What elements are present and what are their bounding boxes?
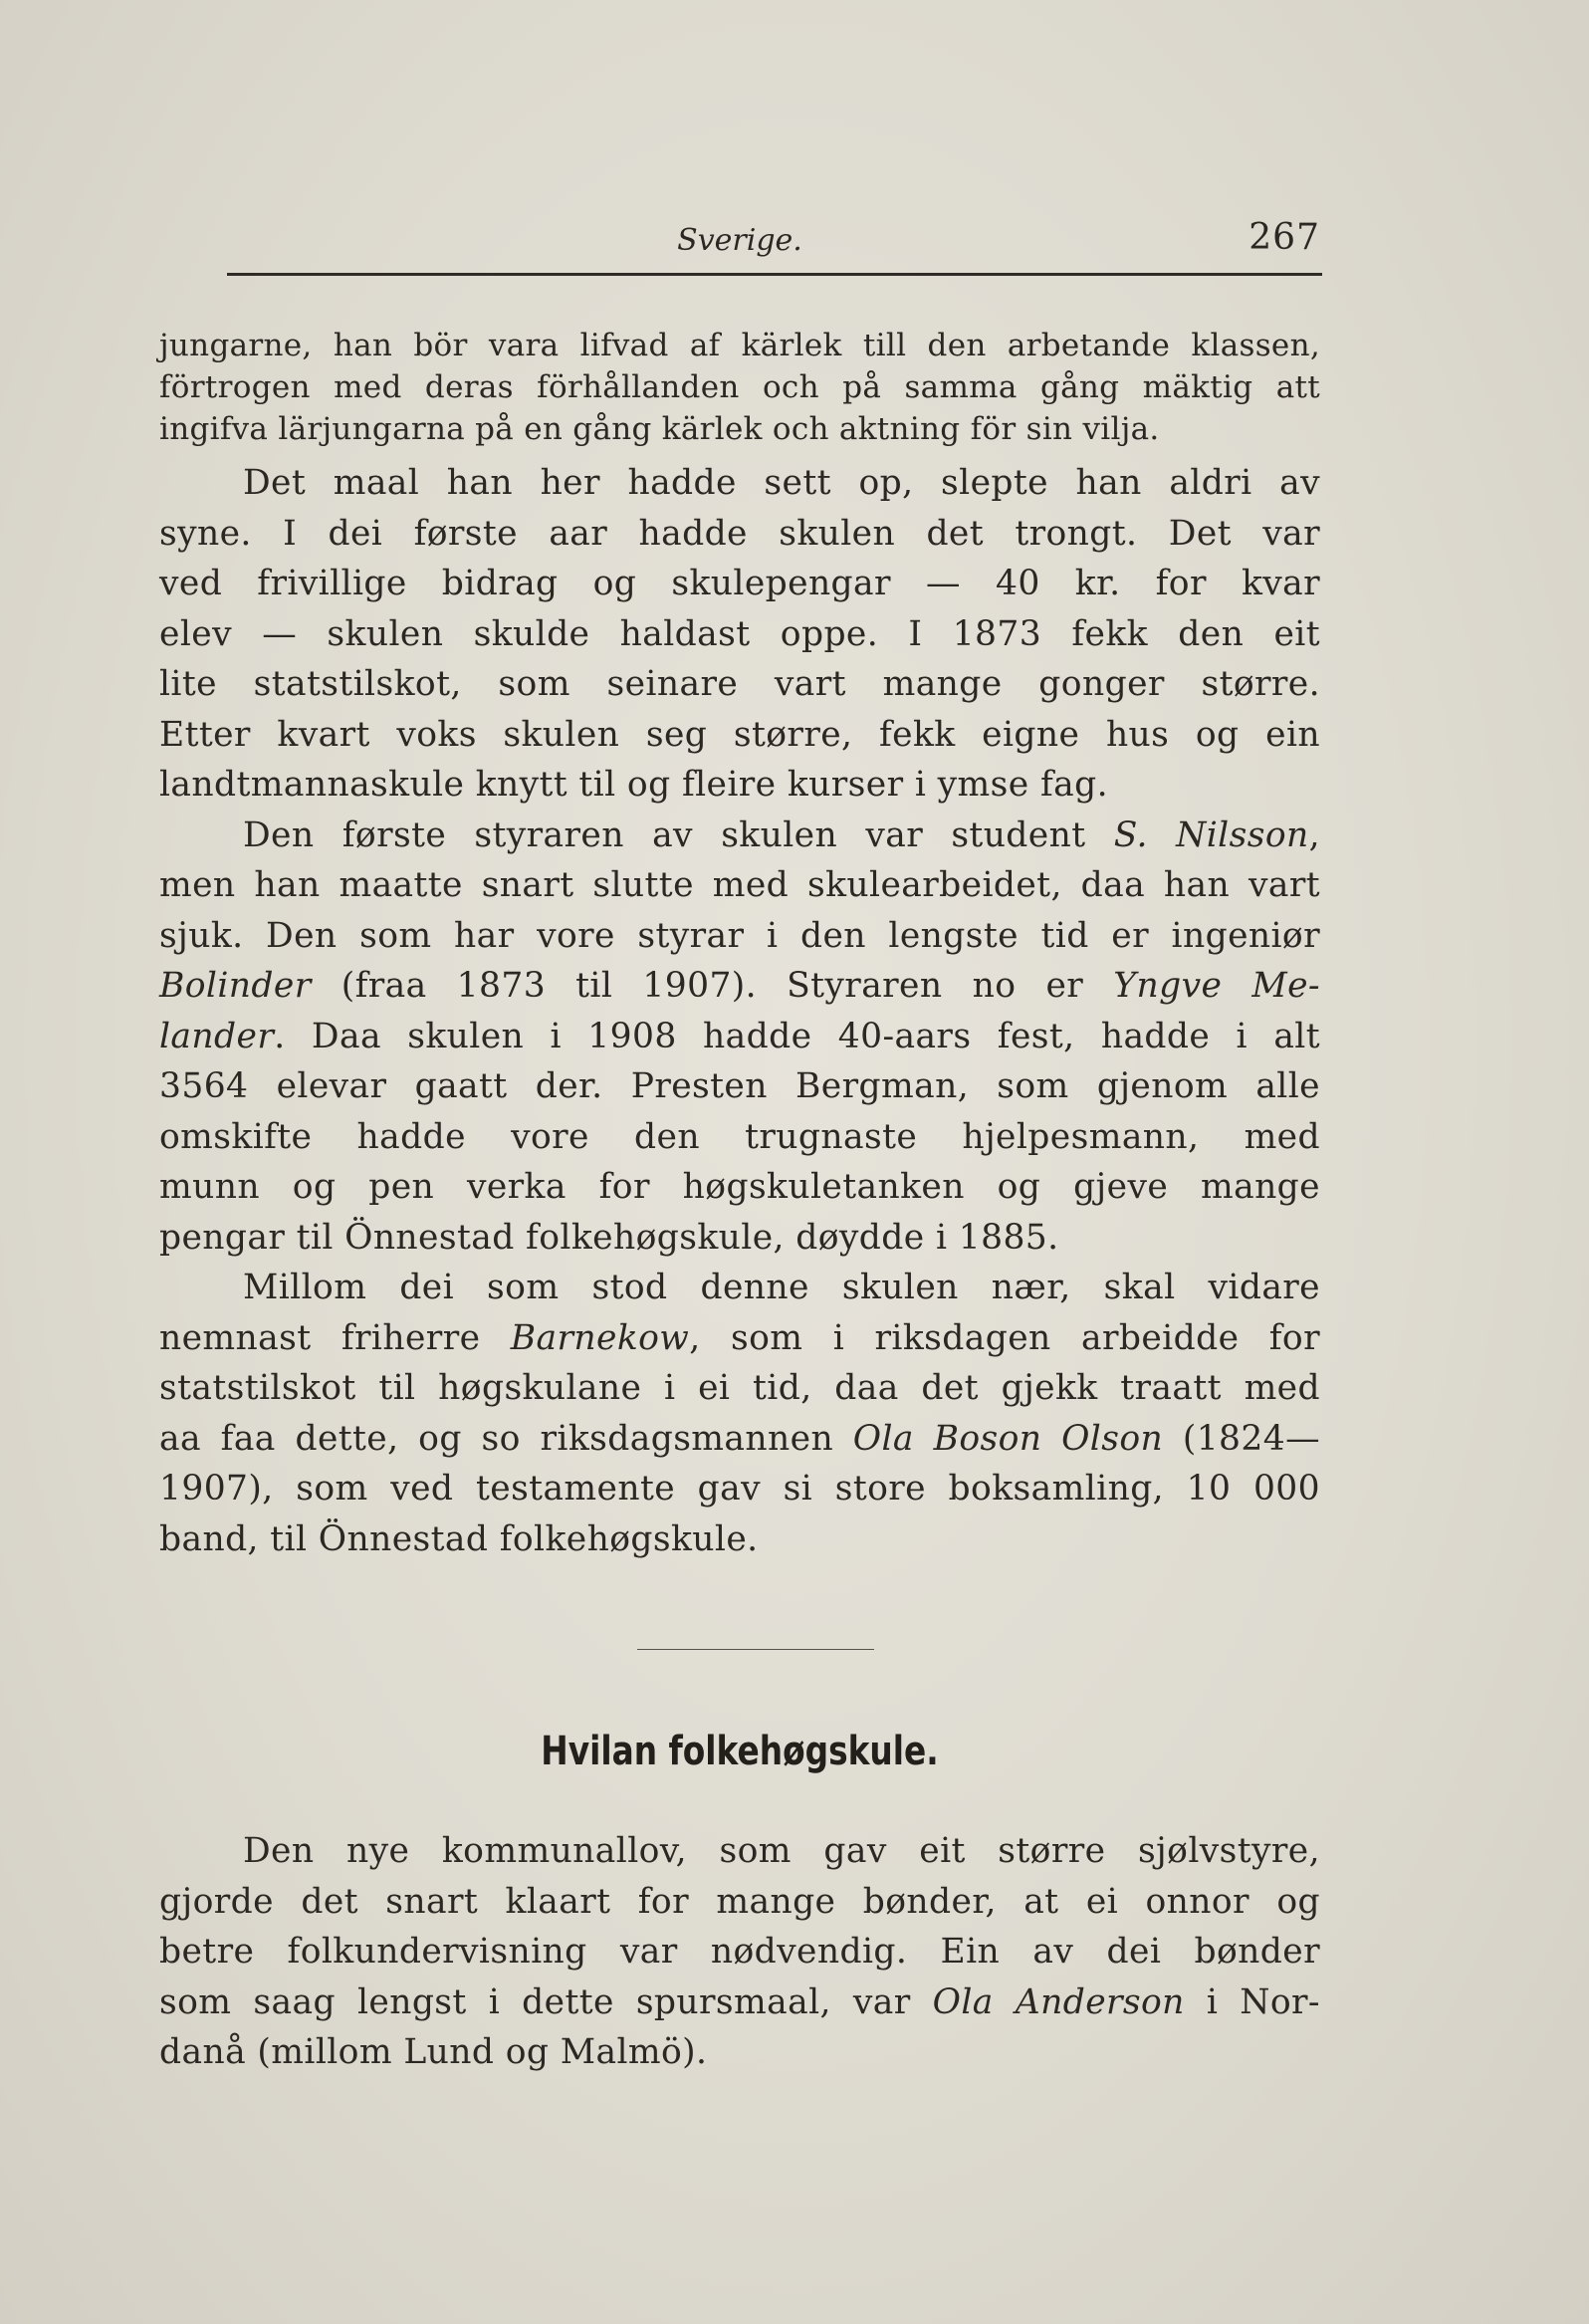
text-line: munn og pen verka for høgskuletanken og gjeve mange — [159, 1167, 1320, 1207]
line-gap — [159, 450, 1320, 458]
text-line — [159, 961, 1320, 1012]
text-line: 3564 elevar gaatt der. Presten Bergman, som gjenom alle — [159, 1066, 1320, 1106]
text-line: sjuk. Den som har vore styrar i den lengste tid er ingeniør — [159, 915, 1320, 956]
text-run: aa faa dette, og so riksdagsmannen — [159, 1418, 853, 1459]
text-line — [159, 811, 1320, 861]
text-line: ingifva lärjungarna på en gång kärlek och aktning för sin vilja. — [159, 411, 1160, 447]
text-run: nemnast friherre — [159, 1317, 511, 1358]
text-line: Den nye kommunallov, som gav eit større sjølvstyre, — [243, 1831, 1320, 1871]
text-line — [159, 1977, 1320, 2028]
person-name: S. Nilsson — [1113, 814, 1309, 855]
text-block-1 — [159, 325, 1320, 1564]
text-line: band, til Önnestad folkehøgskule. — [159, 1518, 759, 1559]
person-name: Ola Boson Olson — [852, 1418, 1164, 1459]
running-title: Sverige. — [677, 223, 802, 258]
text-line: Det maal han her hadde sett op, slepte han aldri av — [243, 463, 1320, 503]
text-line: betre folkundervisning var nødvendig. Ein av dei bønder — [159, 1932, 1320, 1972]
text-line: men han maatte snart slutte med skulearbeidet, daa han vart — [159, 865, 1320, 905]
text-line: Etter kvart voks skulen seg større, fekk eigne hus og ein — [159, 714, 1320, 755]
page-number: 267 — [1248, 217, 1320, 258]
text-line: gjorde det snart klaart for mange bønder, at ei onnor og — [159, 1881, 1320, 1922]
text-run: , som i riksdagen arbeidde for — [689, 1317, 1320, 1358]
text-run: i Nor- — [1184, 1981, 1320, 2022]
text-block-2 — [159, 1826, 1320, 2078]
text-run: , — [1308, 814, 1320, 855]
text-line: 1907), som ved testamente gav si store boksamling, 10 000 — [159, 1469, 1320, 1509]
header-rule — [227, 273, 1322, 276]
text-run: som saag lengst i dette spursmaal, var — [159, 1981, 933, 2022]
text-line: elev — skulen skulde haldast oppe. I 1873 fekk den eit — [159, 613, 1320, 654]
text-line — [159, 1313, 1320, 1364]
section-divider — [637, 1649, 874, 1650]
person-name: Ola Anderson — [932, 1981, 1185, 2022]
text-line: syne. I dei første aar hadde skulen det trongt. Det var — [159, 513, 1320, 554]
person-name: Barnekow — [510, 1317, 690, 1358]
section-heading: Hvilan folkehøgskule. — [541, 1729, 939, 1774]
text-run: (1824— — [1163, 1418, 1320, 1459]
text-line: ved frivillige bidrag og skulepengar — 40 kr. for kvar — [159, 564, 1320, 603]
running-head — [159, 213, 1320, 267]
text-line: pengar til Önnestad folkehøgskule, døydde i 1885. — [159, 1217, 1059, 1258]
text-line: jungarne, han bör vara lifvad af kärlek till den arbetande klassen, — [159, 328, 1320, 363]
person-name: Bolinder — [159, 966, 312, 1006]
text-line: förtrogen med deras förhållanden och på samma gång mäktig att — [159, 369, 1320, 405]
person-name: Yngve Me- — [1113, 966, 1320, 1006]
text-line: lite statstilskot, som seinare vart mange gonger større. — [159, 664, 1320, 704]
text-run: Den første styraren av skulen var student — [243, 814, 1114, 855]
text-line: statstilskot til høgskulane i ei tid, daa det gjekk traatt med — [159, 1368, 1320, 1408]
text-run: (fraa 1873 til 1907). Styraren no er — [311, 966, 1114, 1006]
text-line: landtmannaskule knytt til og fleire kurser i ymse fag. — [159, 765, 1108, 805]
text-line — [159, 1414, 1320, 1465]
text-run: . Daa skulen i 1908 hadde 40-aars fest, hadde i alt — [274, 1016, 1320, 1056]
text-line — [159, 1012, 1320, 1062]
text-line: Millom dei som stod denne skulen nær, skal vidare — [243, 1268, 1320, 1307]
text-line: danå (millom Lund og Malmö). — [159, 2032, 708, 2072]
text-line: omskifte hadde vore den trugnaste hjelpesmann, med — [159, 1116, 1320, 1157]
person-name: lander — [159, 1016, 275, 1056]
